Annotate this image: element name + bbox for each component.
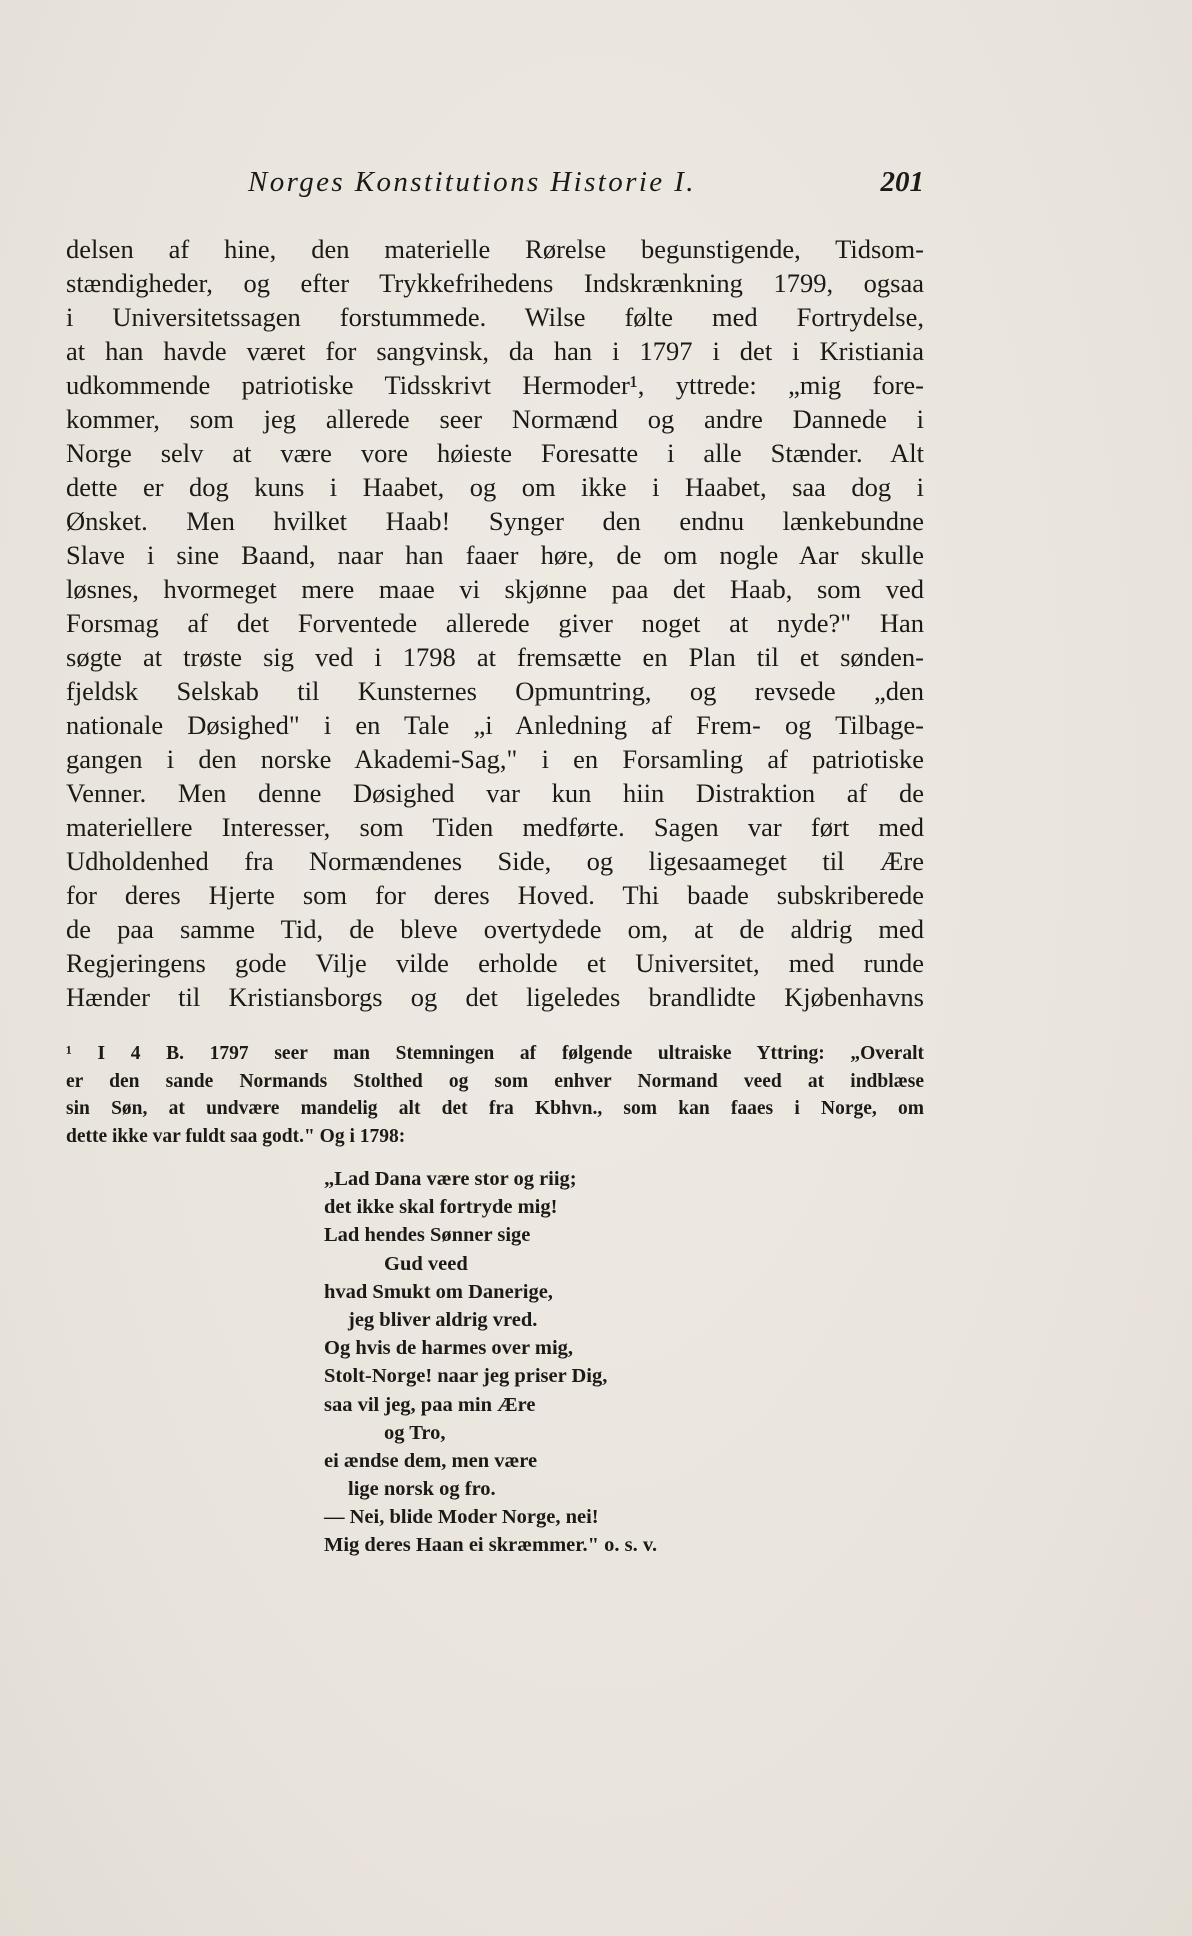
page-header bbox=[248, 166, 924, 206]
text-line: løsnes, hvormeget mere maae vi skjønne paa det Haab, som ved bbox=[66, 574, 924, 604]
text-line: Slave i sine Baand, naar han faaer høre, de om nogle Aar skulle bbox=[66, 540, 924, 570]
poem-line: Gud veed bbox=[384, 1252, 468, 1275]
text-line: i Universitetssagen forstummede. Wilse følte med Fortrydelse, bbox=[66, 302, 924, 332]
text-line: Regjeringens gode Vilje vilde erholde et Universitet, med runde bbox=[66, 948, 924, 978]
poem-line: jeg bliver aldrig vred. bbox=[348, 1308, 538, 1331]
page-number: 201 bbox=[880, 166, 924, 198]
text-line: Udholdenhed fra Normændenes Side, og ligesaameget til Ære bbox=[66, 846, 924, 876]
text-line: Venner. Men denne Døsighed var kun hiin Distraktion af de bbox=[66, 778, 924, 808]
poem-line: Og hvis de harmes over mig, bbox=[324, 1337, 574, 1360]
poem-line: det ikke skal fortryde mig! bbox=[324, 1196, 558, 1219]
poem-line: — Nei, blide Moder Norge, nei! bbox=[324, 1506, 599, 1529]
poem-line: og Tro, bbox=[384, 1421, 446, 1444]
poem-line: Mig deres Haan ei skræmmer." o. s. v. bbox=[324, 1534, 658, 1557]
poem-line: saa vil jeg, paa min Ære bbox=[324, 1393, 536, 1416]
poem-line: lige norsk og fro. bbox=[348, 1478, 496, 1501]
footnote-line: sin Søn, at undvære mandelig alt det fra Kbhvn., som kan faaes i Norge, om bbox=[66, 1098, 924, 1119]
text-line: Ønsket. Men hvilket Haab! Synger den endnu lænkebundne bbox=[66, 506, 924, 536]
text-line: for deres Hjerte som for deres Hoved. Thi baade subskriberede bbox=[66, 880, 924, 910]
text-line: stændigheder, og efter Trykkefrihedens Indskrænkning 1799, ogsaa bbox=[66, 268, 924, 298]
text-line: Norge selv at være vore høieste Foresatte i alle Stænder. Alt bbox=[66, 438, 924, 468]
footnote bbox=[66, 1040, 924, 1150]
footnote-line: er den sande Normands Stolthed og som enhver Normand veed at indblæse bbox=[66, 1070, 924, 1092]
text-line: materiellere Interesser, som Tiden medførte. Sagen var ført med bbox=[66, 812, 924, 842]
text-line: Hænder til Kristiansborgs og det ligeledes brandlidte Kjøbenhavns bbox=[66, 982, 924, 1012]
main-text bbox=[66, 232, 924, 1014]
text-line: nationale Døsighed" i en Tale „i Anledning af Frem- og Tilbage- bbox=[66, 710, 924, 740]
text-line: kommer, som jeg allerede seer Normænd og andre Dannede i bbox=[66, 404, 924, 434]
footnote-poem bbox=[324, 1165, 804, 1560]
text-line: søgte at trøste sig ved i 1798 at fremsætte en Plan til et sønden- bbox=[66, 642, 924, 672]
poem-line: „Lad Dana være stor og riig; bbox=[324, 1168, 577, 1190]
text-line: at han havde været for sangvinsk, da han i 1797 i det i Kristiania bbox=[66, 336, 924, 366]
footnote-line: dette ikke var fuldt saa godt." Og i 1798: bbox=[66, 1125, 406, 1147]
text-line: gangen i den norske Akademi-Sag," i en Forsamling af patriotiske bbox=[66, 744, 924, 774]
text-line: dette er dog kuns i Haabet, og om ikke i Haabet, saa dog i bbox=[66, 472, 924, 502]
footnote-line: ¹ I 4 B. 1797 seer man Stemningen af følgende ultraiske Yttring: „Overalt bbox=[66, 1043, 924, 1064]
poem-line: hvad Smukt om Danerige, bbox=[324, 1280, 553, 1303]
text-line: fjeldsk Selskab til Kunsternes Opmuntring, og revsede „den bbox=[66, 676, 924, 706]
poem-line: ei ændse dem, men være bbox=[324, 1449, 538, 1472]
text-line: delsen af hine, den materielle Rørelse begunstigende, Tidsom- bbox=[66, 234, 924, 264]
text-line: Forsmag af det Forventede allerede giver noget at nyde?" Han bbox=[66, 608, 924, 638]
text-line: de paa samme Tid, de bleve overtydede om, at de aldrig med bbox=[66, 914, 924, 944]
poem-line: Stolt-Norge! naar jeg priser Dig, bbox=[324, 1365, 608, 1388]
running-title: Norges Konstitutions Historie I. bbox=[248, 166, 696, 198]
text-line: udkommende patriotiske Tidsskrivt Hermoder¹, yttrede: „mig fore- bbox=[66, 370, 924, 400]
poem-line: Lad hendes Sønner sige bbox=[324, 1224, 531, 1247]
